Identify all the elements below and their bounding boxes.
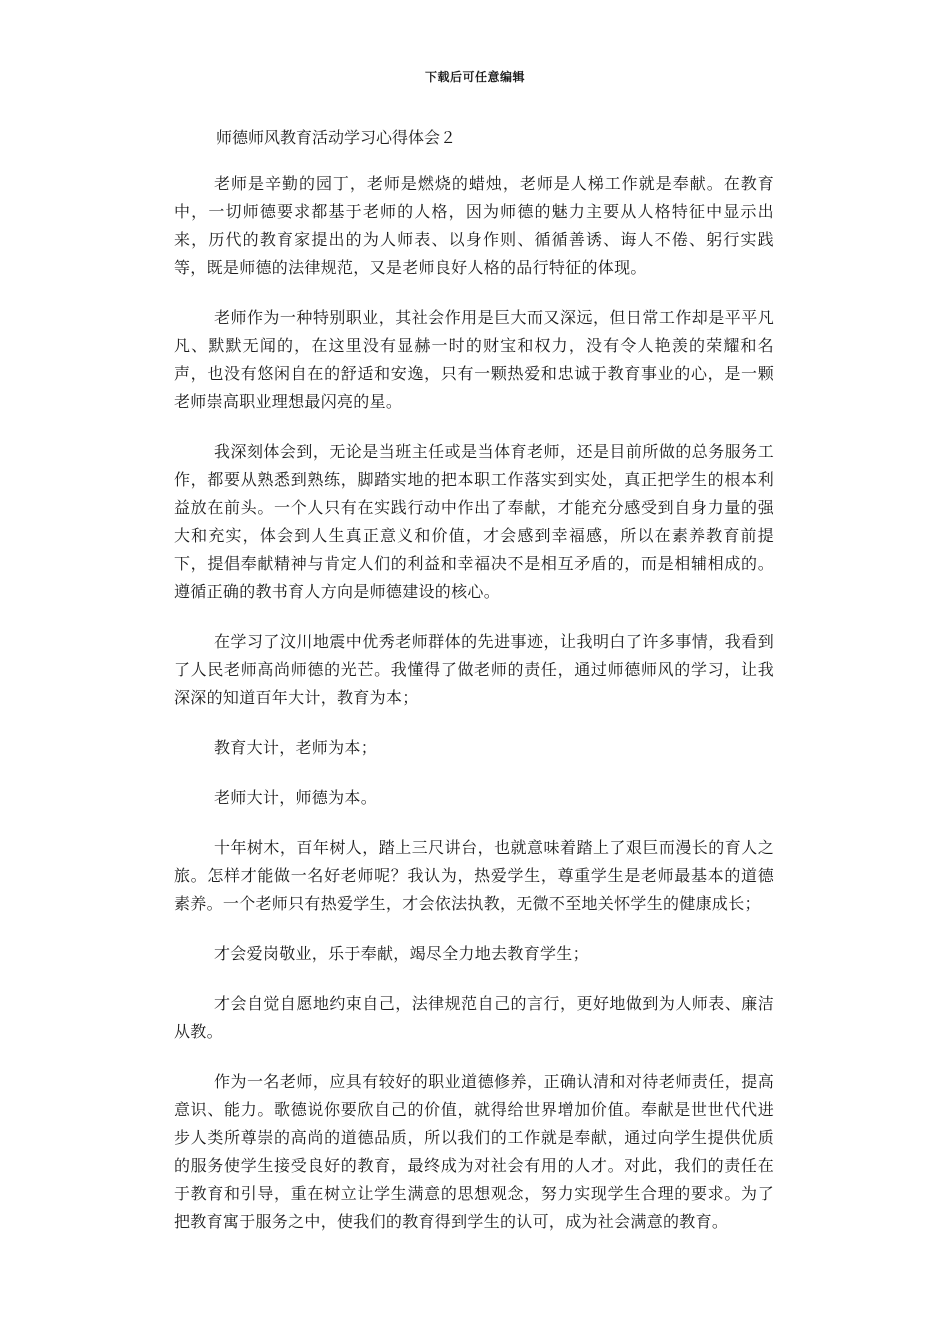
paragraph-6: 老师大计，师德为本。 (214, 788, 378, 807)
paragraph-8: 才会爱岗敬业，乐于奉献，竭尽全力地去教育学生； (214, 944, 589, 963)
paragraph-7: 十年树木，百年树人，踏上三尺讲台，也就意味着踏上了艰巨而漫长的育人之旅。怎样才能做一名好老师呢？我认为，热爱学生，尊重学生是老师最基本的道德素养。一个老师只有热爱学生，才会依法执教，无微不至地关怀学生的健康成长； (174, 838, 774, 913)
paragraph-4: 在学习了汶川地震中优秀老师群体的先进事迹，让我明白了许多事情，我看到了人民老师高尚师德的光芒。我懂得了做老师的责任，通过师德师风的学习，让我深深的知道百年大计，教育为本； (174, 632, 774, 707)
document-title: 师德师风教育活动学习心得体会２ (216, 128, 457, 147)
paragraph-1: 老师是辛勤的园丁，老师是燃烧的蜡烛，老师是人梯工作就是奉献。在教育中，一切师德要求都基于老师的人格，因为师德的魅力主要从人格特征中显示出来，历代的教育家提出的为人师表、以身作则、循循善诱、诲人不倦、躬行实践等，既是师德的法律规范，又是老师良好人格的品行特征的体现。 (174, 174, 774, 277)
document-body (174, 124, 774, 1258)
paragraph-9: 才会自觉自愿地约束自己，法律规范自己的言行，更好地做到为人师表、廉洁从教。 (174, 994, 774, 1041)
header-note: 下载后可任意编辑 (424, 70, 525, 84)
paragraph-5: 教育大计，老师为本； (214, 738, 378, 757)
paragraph-10: 作为一名老师，应具有较好的职业道德修养，正确认清和对待老师责任，提高意识、能力。歌德说你要欣自己的价值，就得给世界增加价值。奉献是世世代代进步人类所尊崇的高尚的道德品质，所以我们的工作就是奉献，通过向学生提供优质的服务使学生接受良好的教育，最终成为对社会有用的人才。对此，我们的责任在于教育和引导，重在树立让学生满意的思想观念，努力实现学生合理的要求。为了把教育寓于服务之中，使我们的教育得到学生的认可，成为社会满意的教育。 (174, 1072, 774, 1231)
paragraph-3: 我深刻体会到，无论是当班主任或是当体育老师，还是目前所做的总务服务工作，都要从熟悉到熟练，脚踏实地的把本职工作落实到实处，真正把学生的根本利益放在前头。一个人只有在实践行动中作出了奉献，才能充分感受到自身力量的强大和充实，体会到人生真正意义和价值，才会感到幸福感，所以在素养教育前提下，提倡奉献精神与肯定人们的利益和幸福决不是相互矛盾的，而是相辅相成的。遵循正确的教书育人方向是师德建设的核心。 (174, 442, 774, 601)
paragraph-2: 老师作为一种特别职业，其社会作用是巨大而又深远，但日常工作却是平平凡凡、默默无闻的，在这里没有显赫一时的财宝和权力，没有令人艳羡的荣耀和名声，也没有悠闲自在的舒适和安逸，只有一颗热爱和忠诚于教育事业的心，是一颗老师崇高职业理想最闪亮的星。 (174, 308, 774, 411)
